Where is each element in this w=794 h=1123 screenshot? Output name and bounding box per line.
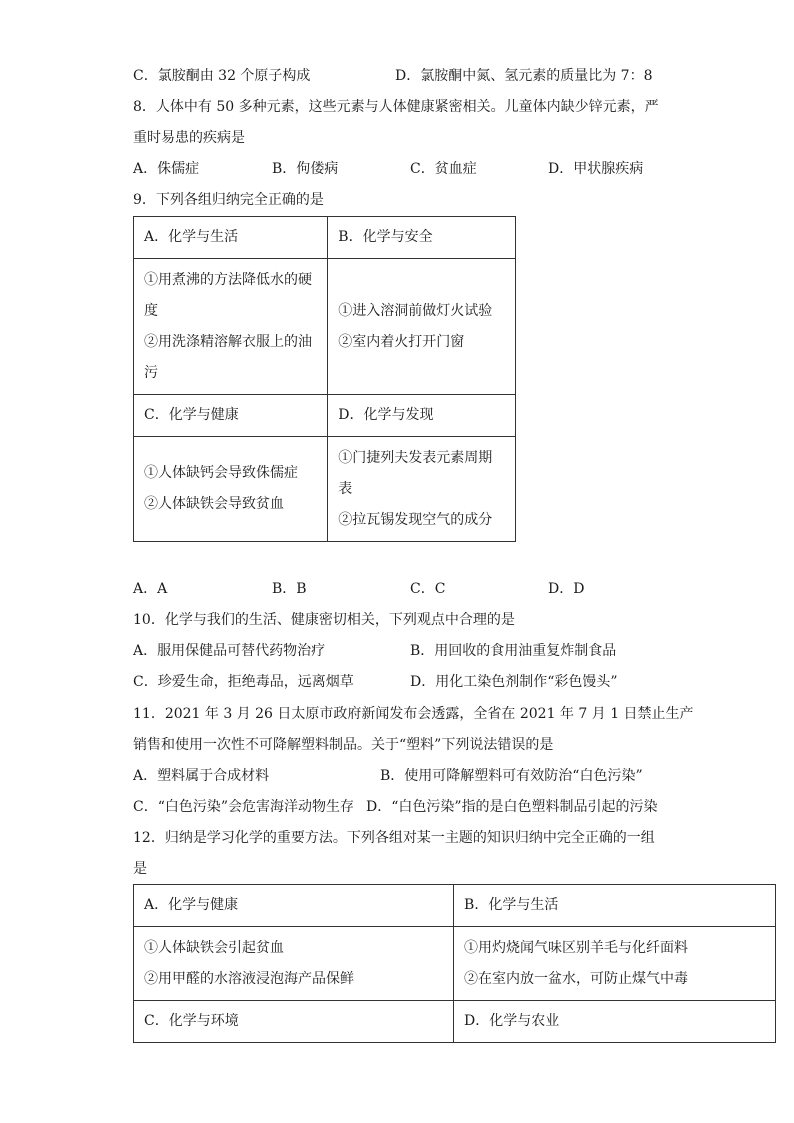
- q9-cell-c-head: C．化学与健康: [134, 395, 328, 437]
- q8-option-d: D．甲状腺疾病: [548, 161, 644, 177]
- q12-cell-a-head: A．化学与健康: [134, 885, 454, 927]
- q11-option-a: A．塑料属于合成材料: [133, 768, 270, 784]
- q12-cell-b-head: B．化学与生活: [454, 885, 776, 927]
- q12-cell-d-head: D．化学与农业: [454, 1001, 776, 1043]
- q9-b-item: ②室内着火打开门窗: [338, 333, 465, 350]
- q8-option-c: C．贫血症: [410, 161, 477, 177]
- q9-c-item: ②人体缺铁会导致贫血: [144, 496, 284, 512]
- q9-c-item: ①人体缺钙会导致侏儒症: [144, 465, 298, 481]
- q9-cell-a-head: A．化学与生活: [134, 217, 328, 259]
- q7-option-c: C．氯胺酮由 32 个原子构成: [133, 68, 311, 84]
- q10-option-b: B．用回收的食用油重复炸制食品: [410, 643, 617, 659]
- q8-option-b: B．佝偻病: [272, 161, 339, 177]
- q9-table: [133, 216, 516, 542]
- q12-cell-a-body: [134, 927, 454, 1001]
- q10-option-d: D．用化工染色剂制作“彩色馒头”: [410, 674, 618, 690]
- q11-stem-line1: 11．2021 年 3 月 26 日太原市政府新闻发布会透露，全省在 2021 年 7 月 1 日禁止生产: [133, 706, 694, 722]
- q10-option-c: C．珍爱生命，拒绝毒品，远离烟草: [133, 674, 354, 690]
- q8-option-a: A．侏儒症: [133, 161, 200, 177]
- q9-cell-d-body: [328, 437, 516, 542]
- q9-d-item: ①门捷列夫发表元素周期: [338, 449, 493, 466]
- q9-cell-b-head: B．化学与安全: [328, 217, 516, 259]
- q8-stem-line1: 8．人体中有 50 多种元素，这些元素与人体健康紧密相关。儿童体内缺少锌元素，严: [133, 99, 659, 115]
- q9-d-item: 表: [338, 480, 353, 497]
- q11-option-c: C．“白色污染”会危害海洋动物生存: [133, 799, 355, 815]
- q9-cell-a-body: [134, 259, 328, 395]
- q9-cell-b-body: [328, 259, 516, 395]
- q7-option-d: D．氯胺酮中氮、氢元素的质量比为 7：8: [395, 68, 653, 84]
- q9-a-item: ①用煮沸的方法降低水的硬: [144, 271, 312, 288]
- q9-a-item: 度: [144, 302, 158, 319]
- q12-table: [133, 884, 776, 1043]
- q8-stem-line2: 重时易患的疾病是: [133, 130, 245, 146]
- q9-b-item: ①进入溶洞前做灯火试验: [338, 302, 493, 319]
- q9-a-item: 污: [144, 364, 158, 381]
- q12-cell-c-head: C．化学与环境: [134, 1001, 454, 1043]
- q12-b-item: ②在室内放一盆水，可防止煤气中毒: [464, 970, 689, 987]
- q9-cell-c-body: [134, 437, 328, 542]
- q9-option-a: A．A: [133, 581, 168, 597]
- q9-d-item: ②拉瓦锡发现空气的成分: [338, 511, 493, 528]
- q11-stem-line2: 销售和使用一次性不可降解塑料制品。关于“塑料”下列说法错误的是: [133, 737, 554, 753]
- q10-stem: 10．化学与我们的生活、健康密切相关，下列观点中合理的是: [133, 612, 515, 628]
- q12-b-item: ①用灼烧闻气味区别羊毛与化纤面料: [464, 939, 689, 956]
- q11-option-d: D．“白色污染”指的是白色塑料制品引起的污染: [366, 799, 658, 815]
- q9-option-c: C．C: [410, 581, 446, 597]
- q9-cell-d-head: D．化学与发现: [328, 395, 516, 437]
- q12-stem-line1: 12．归纳是学习化学的重要方法。下列各组对某一主题的知识归纳中完全正确的一组: [133, 830, 655, 846]
- q12-a-item: ①人体缺铁会引起贫血: [144, 939, 284, 956]
- q9-stem: 9．下列各组归纳完全正确的是: [133, 192, 324, 208]
- q9-option-b: B．B: [272, 581, 307, 597]
- q12-stem-line2: 是: [133, 861, 147, 877]
- q12-cell-b-body: [454, 927, 776, 1001]
- q10-option-a: A．服用保健品可替代药物治疗: [133, 643, 326, 659]
- q12-a-item: ②用甲醛的水溶液浸泡海产品保鲜: [144, 970, 354, 987]
- q11-option-b: B．使用可降解塑料可有效防治“白色污染”: [380, 768, 643, 784]
- q9-a-item: ②用洗涤精溶解衣服上的油: [144, 333, 312, 350]
- q9-option-d: D．D: [548, 581, 585, 597]
